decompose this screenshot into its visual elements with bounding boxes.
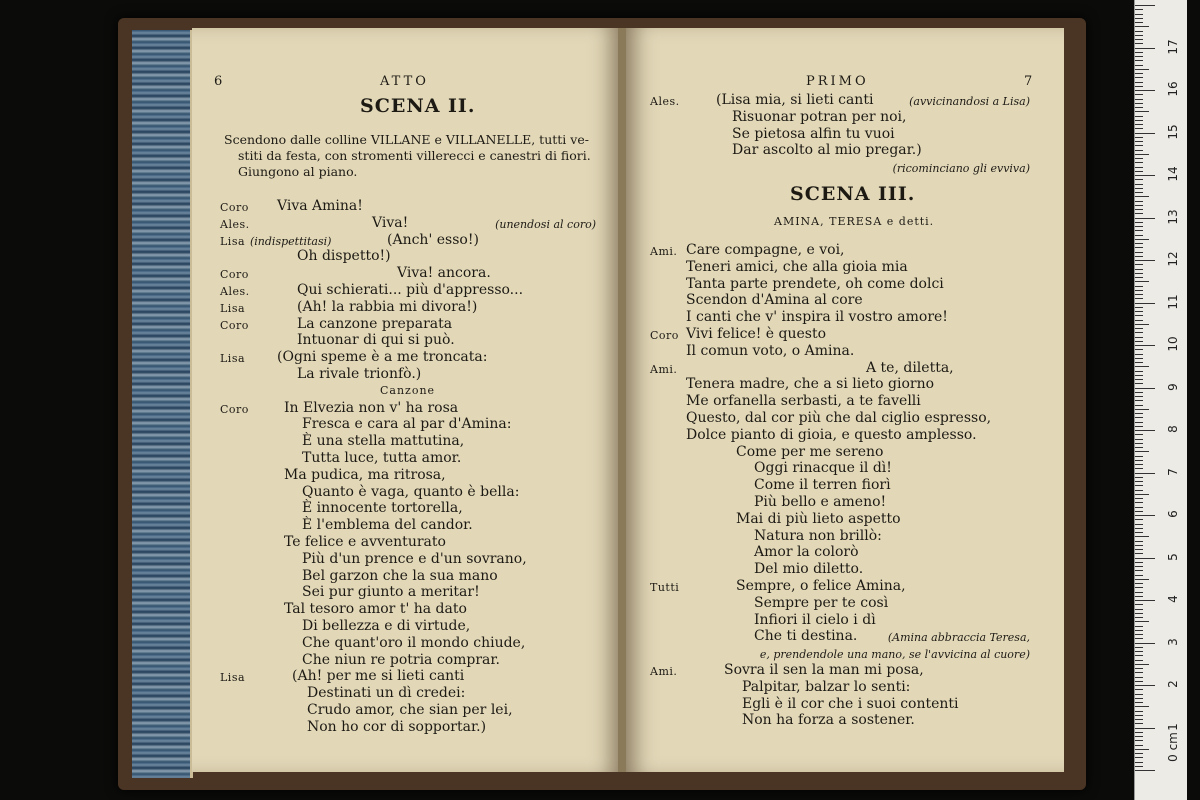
ruler-tick bbox=[1135, 252, 1143, 253]
verse-line: Viva! ancora. bbox=[397, 265, 491, 282]
ruler-tick bbox=[1135, 515, 1155, 516]
ruler-label: 6 bbox=[1166, 510, 1180, 518]
ruler-tick bbox=[1135, 175, 1155, 176]
ruler-tick bbox=[1135, 434, 1143, 435]
ruler-tick bbox=[1135, 545, 1143, 546]
ruler-tick bbox=[1135, 196, 1149, 197]
ruler-tick bbox=[1135, 490, 1143, 491]
ruler-tick bbox=[1135, 451, 1149, 452]
ruler-tick bbox=[1135, 579, 1149, 580]
verse-line: Ma pudica, ma ritrosa, bbox=[284, 466, 446, 483]
verse-line: Di bellezza e di virtude, bbox=[302, 618, 471, 634]
ruler-tick bbox=[1135, 60, 1143, 61]
ruler-tick bbox=[1135, 82, 1143, 83]
ruler-label: 11 bbox=[1166, 293, 1180, 310]
speaker-label: Lisa bbox=[220, 671, 246, 685]
verse-line: Che ti destina. bbox=[754, 628, 858, 645]
ruler-tick bbox=[1135, 320, 1143, 321]
ruler-tick bbox=[1135, 409, 1149, 410]
ruler-tick bbox=[1135, 566, 1143, 567]
ruler-tick bbox=[1135, 502, 1143, 503]
stage-direction-line: Giungono al piano. bbox=[238, 164, 358, 179]
verse-line: Destinati un dì credei: bbox=[307, 685, 466, 702]
ruler-tick bbox=[1135, 634, 1143, 635]
right-page bbox=[626, 28, 1064, 772]
stage-direction: (Amina abbraccia Teresa, bbox=[887, 631, 1030, 645]
ruler-tick bbox=[1135, 222, 1143, 223]
ruler-tick bbox=[1135, 99, 1143, 100]
ruler-tick bbox=[1135, 430, 1155, 431]
stage-direction: e, prendendole una mano, se l'avvicina al cuore) bbox=[759, 648, 1030, 662]
ruler-tick bbox=[1135, 256, 1143, 257]
ruler-tick bbox=[1135, 311, 1143, 312]
ruler-tick bbox=[1135, 677, 1143, 678]
ruler-tick bbox=[1135, 762, 1143, 763]
ruler-tick bbox=[1135, 65, 1143, 66]
ruler-tick bbox=[1135, 558, 1155, 559]
ruler-tick bbox=[1135, 766, 1143, 767]
ruler-tick bbox=[1135, 184, 1143, 185]
ruler-tick bbox=[1135, 35, 1143, 36]
verse-line: Il comun voto, o Amina. bbox=[686, 342, 855, 359]
verse-line: (Ah! la rabbia mi divora!) bbox=[297, 298, 478, 315]
ruler-tick bbox=[1135, 103, 1143, 104]
ruler-tick bbox=[1135, 600, 1155, 601]
ruler-tick bbox=[1135, 375, 1143, 376]
ruler-tick bbox=[1135, 77, 1143, 78]
ruler-tick bbox=[1135, 162, 1143, 163]
ruler-tick bbox=[1135, 672, 1143, 673]
speaker-label: Ales. bbox=[650, 95, 680, 108]
verse-line: Viva Amina! bbox=[277, 198, 363, 214]
verse-line: (Lisa mia, si lieti canti bbox=[716, 92, 874, 108]
ruler-tick bbox=[1135, 230, 1143, 231]
verse-line: La canzone preparata bbox=[297, 315, 453, 332]
ruler-tick bbox=[1135, 592, 1143, 593]
ruler-label: 3 bbox=[1166, 637, 1180, 646]
ruler-tick bbox=[1135, 286, 1143, 287]
ruler-tick bbox=[1135, 366, 1149, 367]
speaker-label: Coro bbox=[220, 201, 249, 214]
ruler-tick bbox=[1135, 354, 1143, 355]
verse-line: I canti che v' inspira il vostro amore! bbox=[686, 309, 948, 326]
ruler-tick bbox=[1135, 770, 1155, 771]
scene-title: SCENA III. bbox=[790, 183, 916, 205]
ruler-tick bbox=[1135, 553, 1143, 554]
verse-line: Tanta parte prendete, oh come dolci bbox=[686, 275, 944, 292]
ruler-tick bbox=[1135, 388, 1155, 389]
ruler-label: 13 bbox=[1166, 208, 1180, 225]
speaker-label: Ami. bbox=[650, 665, 678, 678]
ruler-tick bbox=[1135, 43, 1143, 44]
ruler-tick bbox=[1135, 69, 1149, 70]
ruler-tick bbox=[1135, 583, 1143, 584]
ruler-tick bbox=[1135, 519, 1143, 520]
ruler-tick bbox=[1135, 345, 1155, 346]
ruler-tick bbox=[1135, 73, 1143, 74]
ruler-tick bbox=[1135, 26, 1149, 27]
ruler-tick bbox=[1135, 532, 1143, 533]
ruler-tick bbox=[1135, 90, 1155, 91]
page-number: 7 bbox=[1024, 74, 1033, 89]
ruler-tick bbox=[1135, 133, 1155, 134]
ruler-tick bbox=[1135, 337, 1143, 338]
ruler-tick bbox=[1135, 158, 1143, 159]
ruler-tick bbox=[1135, 562, 1143, 563]
ruler-tick bbox=[1135, 728, 1155, 729]
ruler-tick bbox=[1135, 439, 1143, 440]
ruler-tick bbox=[1135, 638, 1143, 639]
stage-direction-line: Scendono dalle colline VILLANE e VILLANELLE, tutti ve- bbox=[224, 132, 589, 147]
ruler-tick bbox=[1135, 48, 1155, 49]
ruler-tick bbox=[1135, 723, 1143, 724]
ruler-tick bbox=[1135, 273, 1143, 274]
ruler-tick bbox=[1135, 689, 1143, 690]
verse-line: Più bello e ameno! bbox=[754, 494, 887, 510]
ruler-tick bbox=[1135, 460, 1143, 461]
measurement-ruler bbox=[1134, 0, 1187, 800]
verse-line: Sempre per te così bbox=[754, 594, 889, 611]
ruler-label: 1 bbox=[1166, 722, 1180, 731]
ruler-tick bbox=[1135, 740, 1143, 741]
ruler-tick bbox=[1135, 324, 1149, 325]
verse-line: È innocente tortorella, bbox=[302, 500, 463, 517]
ruler-tick bbox=[1135, 358, 1143, 359]
ruler-tick bbox=[1135, 31, 1143, 32]
ruler-tick bbox=[1135, 715, 1143, 716]
ruler-tick bbox=[1135, 417, 1143, 418]
ruler-tick bbox=[1135, 362, 1143, 363]
ruler-tick bbox=[1135, 609, 1143, 610]
verse-line: Mai di più lieto aspetto bbox=[736, 510, 901, 527]
ruler-tick bbox=[1135, 201, 1143, 202]
ruler-tick bbox=[1135, 332, 1143, 333]
verse-line: La rivale trionfò.) bbox=[297, 366, 422, 382]
ruler-tick bbox=[1135, 702, 1143, 703]
verse-line: Risuonar potran per noi, bbox=[732, 108, 907, 125]
verse-line: Questo, dal cor più che dal ciglio espresso, bbox=[686, 410, 992, 426]
ruler-tick bbox=[1135, 52, 1143, 53]
ruler-tick bbox=[1135, 456, 1143, 457]
ruler-label: 8 bbox=[1166, 425, 1180, 433]
ruler-tick bbox=[1135, 498, 1143, 499]
ruler-tick bbox=[1135, 507, 1143, 508]
scene-title: SCENA II. bbox=[360, 95, 476, 117]
ruler-label: 2 bbox=[1166, 680, 1180, 688]
ruler-tick bbox=[1135, 613, 1143, 614]
ruler-tick bbox=[1135, 749, 1149, 750]
speaker-label: Ami. bbox=[650, 362, 678, 376]
verse-line: (Ogni speme è a me troncata: bbox=[277, 349, 488, 366]
ruler-tick bbox=[1135, 371, 1143, 372]
ruler-tick bbox=[1135, 235, 1143, 236]
ruler-tick bbox=[1135, 711, 1143, 712]
ruler-tick bbox=[1135, 511, 1143, 512]
ruler-tick bbox=[1135, 120, 1143, 121]
verse-line: È l'emblema del candor. bbox=[302, 517, 473, 534]
ruler-tick bbox=[1135, 706, 1149, 707]
ruler-tick bbox=[1135, 145, 1143, 146]
stage-direction: (avvicinandosi a Lisa) bbox=[909, 95, 1030, 108]
ruler-tick bbox=[1135, 192, 1143, 193]
verse-line: Crudo amor, che sian per lei, bbox=[307, 702, 513, 718]
verse-line: Dar ascolto al mio pregar.) bbox=[732, 142, 922, 159]
ruler-tick bbox=[1135, 379, 1143, 380]
verse-line: Amor la colorò bbox=[754, 544, 859, 561]
ruler-tick bbox=[1135, 298, 1143, 299]
verse-line: Teneri amici, che alla gioia mia bbox=[686, 258, 908, 275]
verse-line: È una stella mattutina, bbox=[302, 433, 465, 450]
ruler-tick bbox=[1135, 307, 1143, 308]
ruler-tick bbox=[1135, 107, 1143, 108]
ruler-tick bbox=[1135, 328, 1143, 329]
verse-line: Più d'un prence e d'un sovrano, bbox=[302, 550, 527, 567]
ruler-tick bbox=[1135, 111, 1149, 112]
ruler-tick bbox=[1135, 481, 1143, 482]
verse-line: Tutta luce, tutta amor. bbox=[302, 450, 462, 466]
speaker-label: Lisa bbox=[220, 301, 246, 315]
ruler-tick bbox=[1135, 22, 1143, 23]
verse-line: Quanto è vaga, quanto è bella: bbox=[302, 483, 520, 500]
ruler-tick bbox=[1135, 188, 1143, 189]
speaker-label: Coro bbox=[220, 318, 249, 332]
ruler-tick bbox=[1135, 14, 1143, 15]
ruler-tick bbox=[1135, 655, 1143, 656]
ruler-tick bbox=[1135, 349, 1143, 350]
ruler-tick bbox=[1135, 226, 1143, 227]
ruler-tick bbox=[1135, 277, 1143, 278]
ruler-tick bbox=[1135, 587, 1143, 588]
ruler-tick bbox=[1135, 150, 1143, 151]
ruler-tick bbox=[1135, 468, 1143, 469]
verse-line: Intuonar di qui si può. bbox=[297, 332, 455, 349]
ruler-tick bbox=[1135, 94, 1143, 95]
speaker-label: Ales. bbox=[220, 285, 250, 298]
ruler-tick bbox=[1135, 315, 1143, 316]
ruler-tick bbox=[1135, 617, 1143, 618]
verse-line: Sei pur giunto a meritar! bbox=[302, 584, 480, 601]
verse-line: Canzone bbox=[380, 383, 436, 397]
ruler-tick bbox=[1135, 294, 1143, 295]
ruler-label: 9 bbox=[1166, 382, 1180, 391]
ruler-label: 16 bbox=[1166, 81, 1180, 97]
ruler-tick bbox=[1135, 205, 1143, 206]
ruler-tick bbox=[1135, 239, 1149, 240]
ruler-tick bbox=[1135, 426, 1143, 427]
stage-direction: (unendosi al coro) bbox=[495, 217, 596, 231]
verse-line: Oh dispetto!) bbox=[297, 248, 391, 265]
stage-direction-line: stiti da festa, con stromenti villerecci e canestri di fiori. bbox=[238, 148, 591, 163]
verse-line: Non ha forza a sostener. bbox=[742, 712, 915, 729]
ruler-tick bbox=[1135, 290, 1143, 291]
ruler-tick bbox=[1135, 396, 1143, 397]
ruler-label: 7 bbox=[1166, 467, 1180, 476]
ruler-tick bbox=[1135, 630, 1143, 631]
ruler-tick bbox=[1135, 392, 1143, 393]
running-head: PRIMO bbox=[806, 74, 869, 89]
ruler-tick bbox=[1135, 651, 1143, 652]
ruler-tick bbox=[1135, 528, 1143, 529]
ruler-tick bbox=[1135, 18, 1143, 19]
ruler-label: 15 bbox=[1166, 123, 1180, 140]
verse-line: Che niun re potria comprar. bbox=[302, 651, 501, 668]
verse-line: Sovra il sen la man mi posa, bbox=[724, 662, 924, 678]
ruler-tick bbox=[1135, 209, 1143, 210]
ruler-tick bbox=[1135, 167, 1143, 168]
ruler-tick bbox=[1135, 9, 1143, 10]
ruler-tick bbox=[1135, 660, 1143, 661]
ruler-label: 12 bbox=[1166, 251, 1180, 267]
ruler-tick bbox=[1135, 698, 1143, 699]
speaker-label: Coro bbox=[650, 329, 679, 342]
speaker-label: Coro bbox=[220, 402, 249, 416]
verse-line: Sempre, o felice Amina, bbox=[736, 578, 906, 594]
ruler-tick bbox=[1135, 536, 1149, 537]
running-head: ATTO bbox=[380, 74, 429, 89]
ruler-tick bbox=[1135, 303, 1155, 304]
verse-line: Tal tesoro amor t' ha dato bbox=[284, 601, 467, 618]
ruler-tick bbox=[1135, 524, 1143, 525]
ruler-label: 14 bbox=[1166, 166, 1180, 182]
ruler-tick bbox=[1135, 154, 1149, 155]
scene-characters: AMINA, TERESA e detti. bbox=[774, 215, 935, 228]
ruler-tick bbox=[1135, 141, 1143, 142]
verse-line: Infiori il cielo i dì bbox=[754, 611, 876, 628]
verse-line: Fresca e cara al par d'Amina: bbox=[302, 416, 512, 433]
ruler-tick bbox=[1135, 736, 1143, 737]
ruler-tick bbox=[1135, 171, 1143, 172]
ruler-tick bbox=[1135, 443, 1143, 444]
ruler-tick bbox=[1135, 39, 1143, 40]
ruler-tick bbox=[1135, 494, 1149, 495]
speaker-label: Ales. bbox=[220, 217, 250, 231]
ruler-tick bbox=[1135, 56, 1143, 57]
ruler-tick bbox=[1135, 626, 1143, 627]
ruler-tick bbox=[1135, 485, 1143, 486]
verse-line: Bel garzon che la sua mano bbox=[302, 567, 498, 584]
ruler-label: 4 bbox=[1166, 595, 1180, 603]
ruler-tick bbox=[1135, 247, 1143, 248]
stage-direction: (indispettitasi) bbox=[250, 234, 332, 248]
speaker-label: Coro bbox=[220, 268, 249, 282]
left-page bbox=[192, 28, 620, 772]
ruler-label: 5 bbox=[1166, 552, 1180, 561]
ruler-tick bbox=[1135, 405, 1143, 406]
ruler-tick bbox=[1135, 664, 1149, 665]
verse-line: Del mio diletto. bbox=[754, 561, 864, 578]
ruler-tick bbox=[1135, 596, 1143, 597]
ruler-tick bbox=[1135, 477, 1143, 478]
ruler-tick bbox=[1135, 647, 1143, 648]
ruler-tick bbox=[1135, 604, 1143, 605]
ruler-tick bbox=[1135, 383, 1143, 384]
ruler-tick bbox=[1135, 732, 1143, 733]
verse-line: A te, diletta, bbox=[866, 359, 954, 376]
verse-line: Oggi rinacque il dì! bbox=[754, 460, 892, 477]
verse-line: Natura non brillò: bbox=[754, 527, 882, 544]
verse-line: Come per me sereno bbox=[736, 443, 884, 460]
ruler-tick bbox=[1135, 128, 1143, 129]
verse-line: (Anch' esso!) bbox=[387, 231, 479, 248]
ruler-tick bbox=[1135, 570, 1143, 571]
ruler-label: 10 bbox=[1166, 336, 1180, 352]
verse-line: Care compagne, e voi, bbox=[686, 242, 845, 258]
verse-line: (Ah! per me si lieti canti bbox=[292, 668, 465, 685]
ruler-tick bbox=[1135, 341, 1143, 342]
ruler-tick bbox=[1135, 116, 1143, 117]
ruler-tick bbox=[1135, 753, 1143, 754]
ruler-label: 17 bbox=[1166, 38, 1180, 55]
verse-line: Vivi felice! è questo bbox=[686, 326, 827, 342]
ruler-tick bbox=[1135, 757, 1143, 758]
ruler-tick bbox=[1135, 694, 1143, 695]
stage-direction: (ricominciano gli evviva) bbox=[892, 162, 1030, 176]
verse-line: Scendon d'Amina al core bbox=[686, 292, 863, 309]
ruler-tick bbox=[1135, 668, 1143, 669]
book-page-edge bbox=[132, 30, 193, 778]
verse-line: Se pietosa alfin tu vuoi bbox=[732, 125, 895, 142]
ruler-tick bbox=[1135, 137, 1143, 138]
ruler-tick bbox=[1135, 685, 1155, 686]
ruler-tick bbox=[1135, 281, 1149, 282]
verse-line: Dolce pianto di gioia, e questo amplesso. bbox=[686, 426, 977, 443]
ruler-tick bbox=[1135, 218, 1155, 219]
ruler-tick bbox=[1135, 269, 1143, 270]
ruler-tick bbox=[1135, 413, 1143, 414]
ruler-tick bbox=[1135, 5, 1155, 6]
verse-line: Palpitar, balzar lo senti: bbox=[742, 678, 911, 695]
ruler-tick bbox=[1135, 464, 1143, 465]
speaker-label: Tutti bbox=[650, 581, 680, 594]
ruler-tick bbox=[1135, 745, 1143, 746]
ruler-tick bbox=[1135, 575, 1143, 576]
ruler-tick bbox=[1135, 447, 1143, 448]
ruler-tick bbox=[1135, 86, 1143, 87]
ruler-tick bbox=[1135, 549, 1143, 550]
ruler-tick bbox=[1135, 213, 1143, 214]
verse-line: In Elvezia non v' ha rosa bbox=[284, 399, 459, 416]
ruler-tick bbox=[1135, 422, 1143, 423]
speaker-label: Lisa bbox=[220, 352, 246, 366]
ruler-label: 0 cm bbox=[1166, 732, 1180, 762]
ruler-tick bbox=[1135, 400, 1143, 401]
verse-line: Viva! bbox=[372, 214, 409, 231]
ruler-tick bbox=[1135, 124, 1143, 125]
ruler-tick bbox=[1135, 719, 1143, 720]
ruler-tick bbox=[1135, 179, 1143, 180]
ruler-tick bbox=[1135, 541, 1143, 542]
verse-line: Non ho cor di sopportar.) bbox=[307, 718, 487, 735]
ruler-tick bbox=[1135, 473, 1155, 474]
ruler-tick bbox=[1135, 260, 1155, 261]
speaker-label: Lisa bbox=[220, 234, 246, 248]
verse-line: Te felice e avventurato bbox=[284, 534, 446, 550]
verse-line: Come il terren fiorì bbox=[754, 477, 891, 494]
verse-line: Egli è il cor che i suoi contenti bbox=[742, 695, 959, 712]
ruler-tick bbox=[1135, 681, 1143, 682]
ruler-tick bbox=[1135, 643, 1155, 644]
ruler-tick bbox=[1135, 243, 1143, 244]
verse-line: Me orfanella serbasti, a te favelli bbox=[686, 393, 921, 410]
page-number: 6 bbox=[214, 74, 223, 89]
ruler-tick bbox=[1135, 621, 1149, 622]
ruler-tick bbox=[1135, 264, 1143, 265]
verse-line: Tenera madre, che a si lieto giorno bbox=[686, 376, 935, 393]
speaker-label: Ami. bbox=[650, 245, 678, 258]
verse-line: Qui schierati... più d'appresso... bbox=[297, 282, 524, 298]
verse-line: Che quant'oro il mondo chiude, bbox=[302, 634, 526, 651]
